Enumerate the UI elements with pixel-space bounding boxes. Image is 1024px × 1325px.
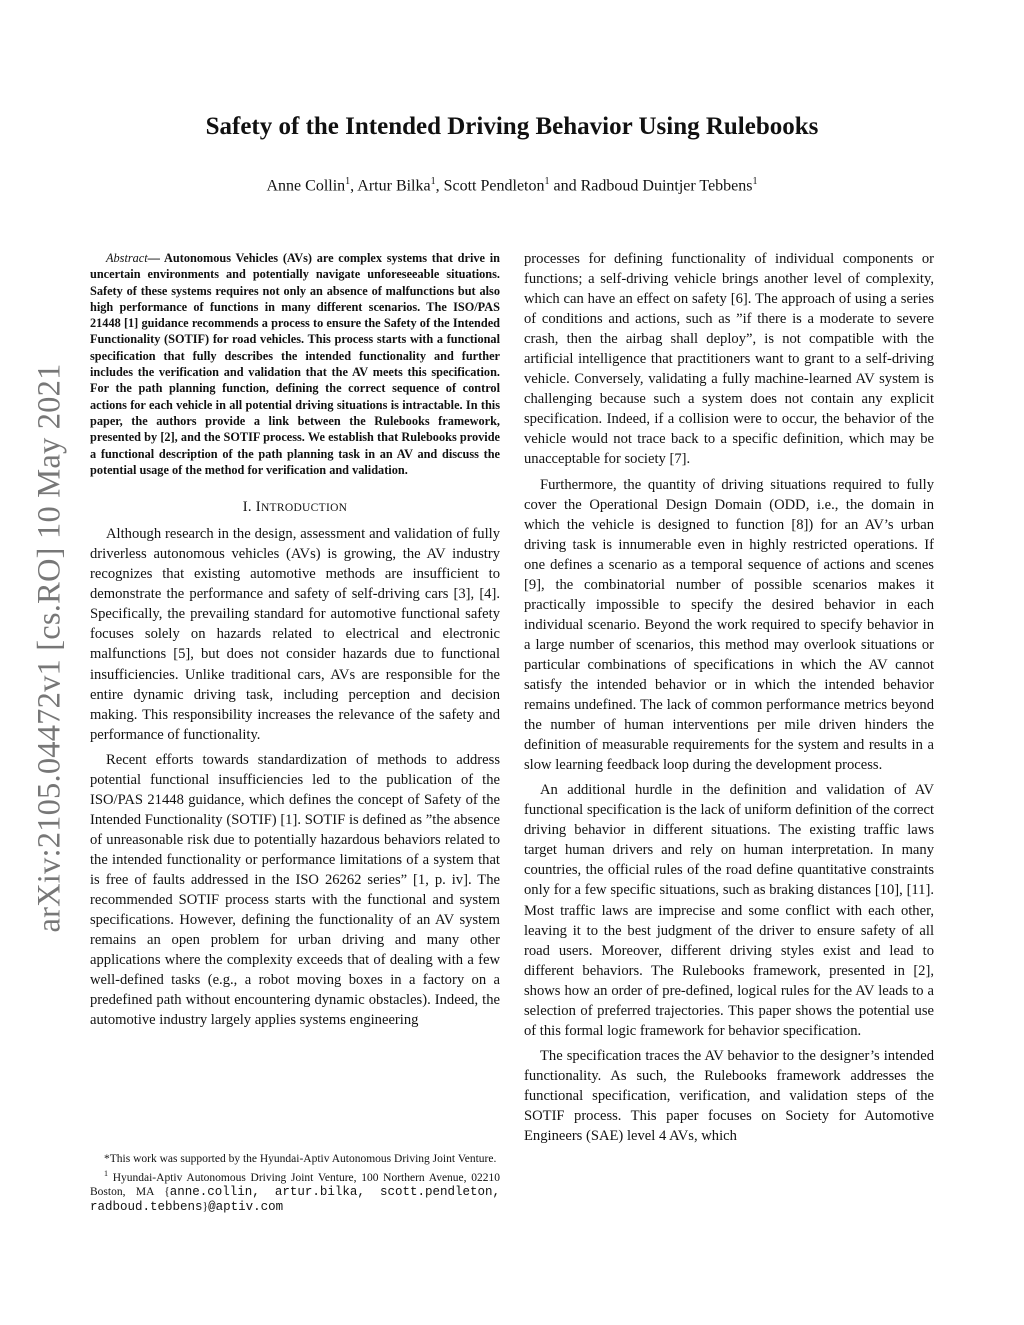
body-paragraph: Although research in the design, assessment and validation of fully driverless autonomous vehicles (AVs) is growing, the AV industry recognizes that existing automotive methods are insufficient to demonstrate the performance and safety of self-driving cars [3], [4]. Specifically, the prevailing standard for automotive functional safety focuses solely on hazards related to electrical and electronic malfunctions [5], but does not consider hazards due to functional insufficiencies. Unlike traditional cars, AVs are responsible for the entire dynamic driving task, including perception and decision making. This responsibility increases the relevance of the safety and performance of functionality. (90, 526, 500, 743)
abstract-label: Abstract (106, 251, 148, 265)
author-name: Radboud Duintjer Tebbens (580, 177, 753, 195)
author-sep: and (549, 177, 581, 195)
body-paragraph: Recent efforts towards standardization of methods to address potential functional insufficiencies led to the publication of the ISO/PAS 21448 guidance, which defines the concept of Safety of the Intended Functionality (SOTIF) [1]. SOTIF is defined as ”the absence of unreasonable risk due to potentially hazardous behaviors related to the intended functionality or performance limitations of a system that is free of faults addressed in the ISO 26262 series” [1, p. iv]. The recommended SOTIF process starts with the functional and system specifications. However, defining the functionality of an AV system remains an open problem for urban driving and many other applications where the complexity exceeds that of dealing with a few well-defined tasks (e.g., a robot moving boxes in a factory on a predefined path without encountering dynamic obstacles). Indeed, the automotive industry largely applies systems engineering (90, 751, 500, 1029)
author-name: Scott Pendleton (443, 177, 545, 195)
arxiv-identifier: arXiv:2105.04472v1 [cs.RO] 10 May 2021 (31, 362, 68, 933)
abstract-text: Autonomous Vehicles (AVs) are complex systems that drive in uncertain environments and potentially navigate unforeseeable situations. Safety of these systems requires not only an absence of malfunctions but also high performance of functions in many different scenarios. The ISO/PAS 21448 [1] guidance recommends a process to ensure the Safety of the Intended Functionality (SOTIF) for road vehicles. This process starts with a functional specification that fully describes the intended functionality and further includes the verification and validation that the AV meets this specification. For the path planning function, defining the correct sequence of control actions for each vehicle in all potential driving situations is intractable. In this paper, the authors provide a link between the Rulebooks framework, presented by [2], and the SOTIF process. We establish that Rulebooks provide a functional description of the path planning task in an AV and discuss the potential usage of the method for verification and validation. (90, 251, 500, 477)
footnote-affiliation (90, 1167, 500, 1215)
arxiv-sidebar (28, 350, 72, 945)
body-paragraph: The specification traces the AV behavior to the designer’s intended functionality. As such, the Rulebooks framework addresses the functional specification, verification, and validation steps of the SOTIF process. This paper focuses on Society for Automotive Engineers (SAE) level 4 AVs, which (524, 1047, 934, 1145)
body-paragraph: An additional hurdle in the definition and validation of AV functional specification is the lack of uniform definition of the correct driving behavior in different situations. The existing traffic laws target human drivers and rely on human interpretation. In many countries, the official rules of the road define quantitative constraints only for a few specific situations, such as braking distances [10], [11]. Most traffic laws are imprecise and some conflict with each other, leaving it to the best judgment of the driver to ensure safety of all road users. Moreover, different driving styles exist and lead to different behaviors. The Rulebooks framework, presented in [2], shows how an order of pre-defined, logical rules for the AV leads to a selection of preferred trajectories. This paper shows the potential use of this formal logic framework for behavior specification. (524, 782, 934, 1039)
author-affil: 1 (544, 176, 550, 187)
paper-title: Safety of the Intended Driving Behavior Using Rulebooks (205, 113, 819, 140)
author-affil: 1 (345, 176, 351, 187)
footnote-support: *This work was supported by the Hyundai-Aptiv Autonomous Driving Joint Venture. (104, 1153, 497, 1165)
footnote-emails: anne.collin, artur.bilka, scott.pendleton, radboud.tebbens (90, 1185, 500, 1214)
section-numeral: I. (242, 499, 256, 516)
footnote-domain: @aptiv.com (208, 1199, 284, 1214)
section-heading-introduction (90, 497, 500, 518)
section-heading-initial: I (255, 499, 261, 516)
body-paragraph: Furthermore, the quantity of driving situations required to fully cover the Operational Design Domain (ODD, i.e., the domain in which the vehicle is designed to function [8]) for an AV’s urban driving task is innumerable even in highly restricted operations. If one defines a scenario as a temporal sequence of actions and scenes [9], the combinatorial number of possible scenarios makes it practically impossible to specify the desired behavior in each individual scenario. Beyond the work required to specify behavior in a large number of scenarios, this method may overlook situations or particular combinations of specifications in which the AV cannot satisfy the intended behavior or in which the intended behavior remains undefined. The lack of common performance metrics beyond the number of human interventions per mile driven hinders the definition of measurable requirements for the system and results in a slow learning feedback loop during the development process. (524, 476, 934, 774)
body-paragraph: processes for defining functionality of individual components or functions; a self-driving vehicle brings another level of complexity, which can have an effect on safety [6]. The approach of using a series of conditions and actions, such as ”if there is a moderate to severe crash, then the airbag shall deploy”, is not compatible with the artificial intelligence that practitioners want to grant to a self-driving vehicle. Conversely, validating a fully machine-learned AV system is challenging because such a system does not contain any explicit specification. Indeed, if a collision were to occur, the behavior of the vehicle would not trace back to a specific definition, which may be unacceptable for society [7]. (524, 251, 934, 468)
author-list (0, 176, 1024, 195)
section-heading-rest: NTRODUCTION (260, 502, 348, 515)
footnote-affil-text: Hyundai-Aptiv Autonomous Driving Joint Venture, 100 Northern Avenue, 02210 Boston, MA (90, 1171, 500, 1199)
left-column (90, 250, 500, 1030)
right-column (524, 249, 934, 1146)
footnote-brace-close: } (202, 1200, 209, 1213)
author-name: Anne Collin (266, 177, 346, 195)
author-sep: , (435, 177, 444, 195)
author-affil: 1 (752, 176, 758, 187)
footnote-brace-open: { (164, 1186, 170, 1199)
abstract (90, 250, 500, 478)
footnote-mark: 1 (104, 1168, 108, 1178)
author-affil: 1 (430, 176, 436, 187)
author-sep: , (350, 177, 358, 195)
abstract-dash: — (147, 251, 165, 265)
author-name: Artur Bilka (357, 177, 431, 195)
footnotes (90, 1152, 500, 1214)
